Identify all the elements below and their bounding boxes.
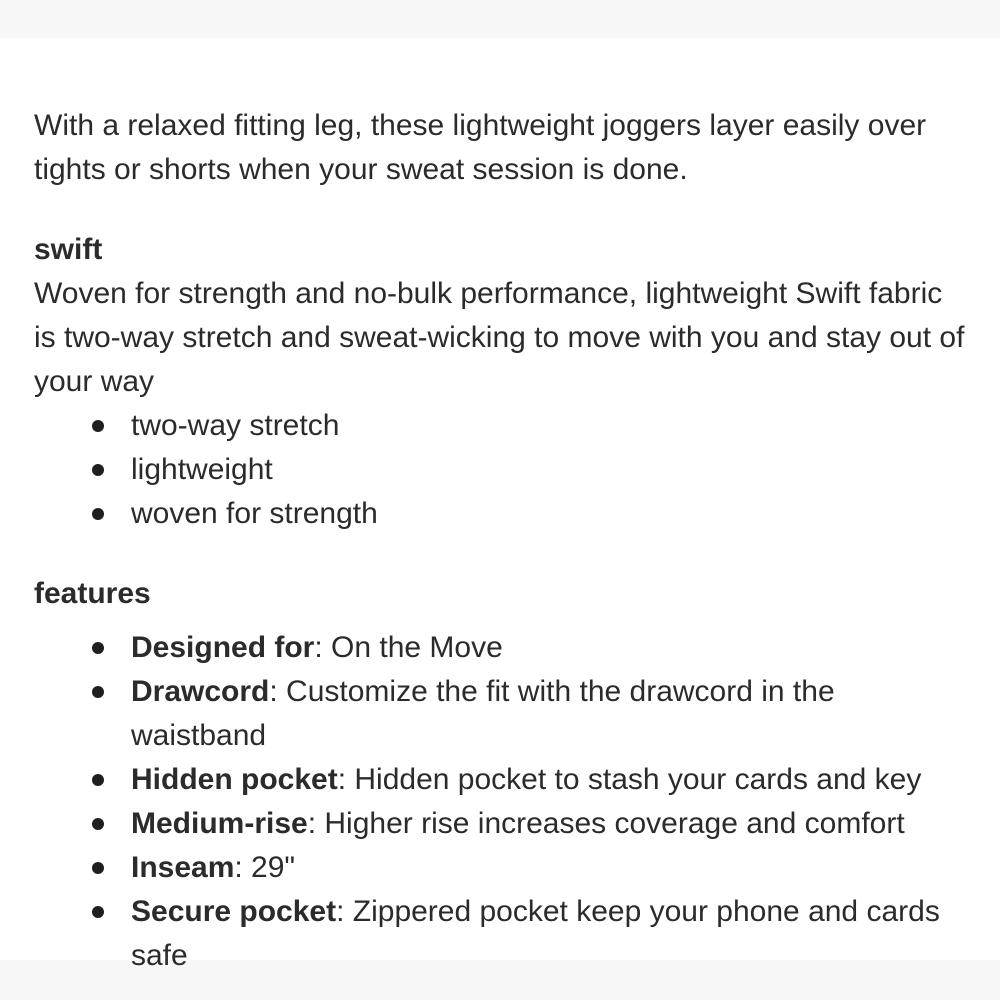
feature-label: Medium-rise (131, 807, 308, 840)
swift-bullet-text: woven for strength (131, 497, 378, 530)
swift-bullet-item (34, 404, 969, 448)
bullet-dot-icon (92, 818, 104, 830)
bullet-dot-icon (92, 642, 104, 654)
swift-bullet-list (34, 404, 969, 536)
swift-bullet-text: two-way stretch (131, 409, 340, 442)
description-content (34, 104, 969, 978)
features-heading: features (34, 577, 151, 610)
feature-text: : Zippered pocket keep your phone and cards safe (131, 895, 940, 972)
feature-text: : On the Move (314, 631, 503, 664)
feature-item (34, 626, 969, 670)
feature-item (34, 670, 969, 758)
description-card (0, 38, 1000, 972)
feature-item (34, 846, 969, 890)
bullet-dot-icon (92, 686, 104, 698)
feature-label: Secure pocket (131, 895, 337, 928)
bullet-dot-icon (92, 464, 104, 476)
swift-heading: swift (34, 233, 103, 266)
swift-description: Woven for strength and no-bulk performance, lightweight Swift fabric is two-way stretch and sweat-wicking to move with you and stay out of your way (34, 277, 965, 398)
bullet-dot-icon (92, 420, 104, 432)
feature-label: Drawcord (131, 675, 270, 708)
feature-item (34, 802, 969, 846)
feature-text: : Hidden pocket to stash your cards and key (337, 763, 922, 796)
feature-label: Hidden pocket (131, 763, 338, 796)
feature-text: : Higher rise increases coverage and comfort (307, 807, 905, 840)
feature-item (34, 890, 969, 978)
bullet-dot-icon (92, 862, 104, 874)
swift-bullet-text: lightweight (131, 453, 273, 486)
feature-text: : Customize the fit with the drawcord in the waistband (131, 675, 835, 752)
bullet-dot-icon (92, 906, 104, 918)
feature-label: Inseam (131, 851, 235, 884)
feature-item (34, 758, 969, 802)
feature-text: : 29" (234, 851, 296, 884)
features-list (34, 626, 969, 978)
bullet-dot-icon (92, 774, 104, 786)
swift-bullet-item (34, 492, 969, 536)
bullet-dot-icon (92, 508, 104, 520)
intro-paragraph: With a relaxed fitting leg, these lightweight joggers layer easily over tights or shorts when your sweat session is done. (34, 109, 927, 186)
feature-label: Designed for (131, 631, 315, 664)
swift-bullet-item (34, 448, 969, 492)
